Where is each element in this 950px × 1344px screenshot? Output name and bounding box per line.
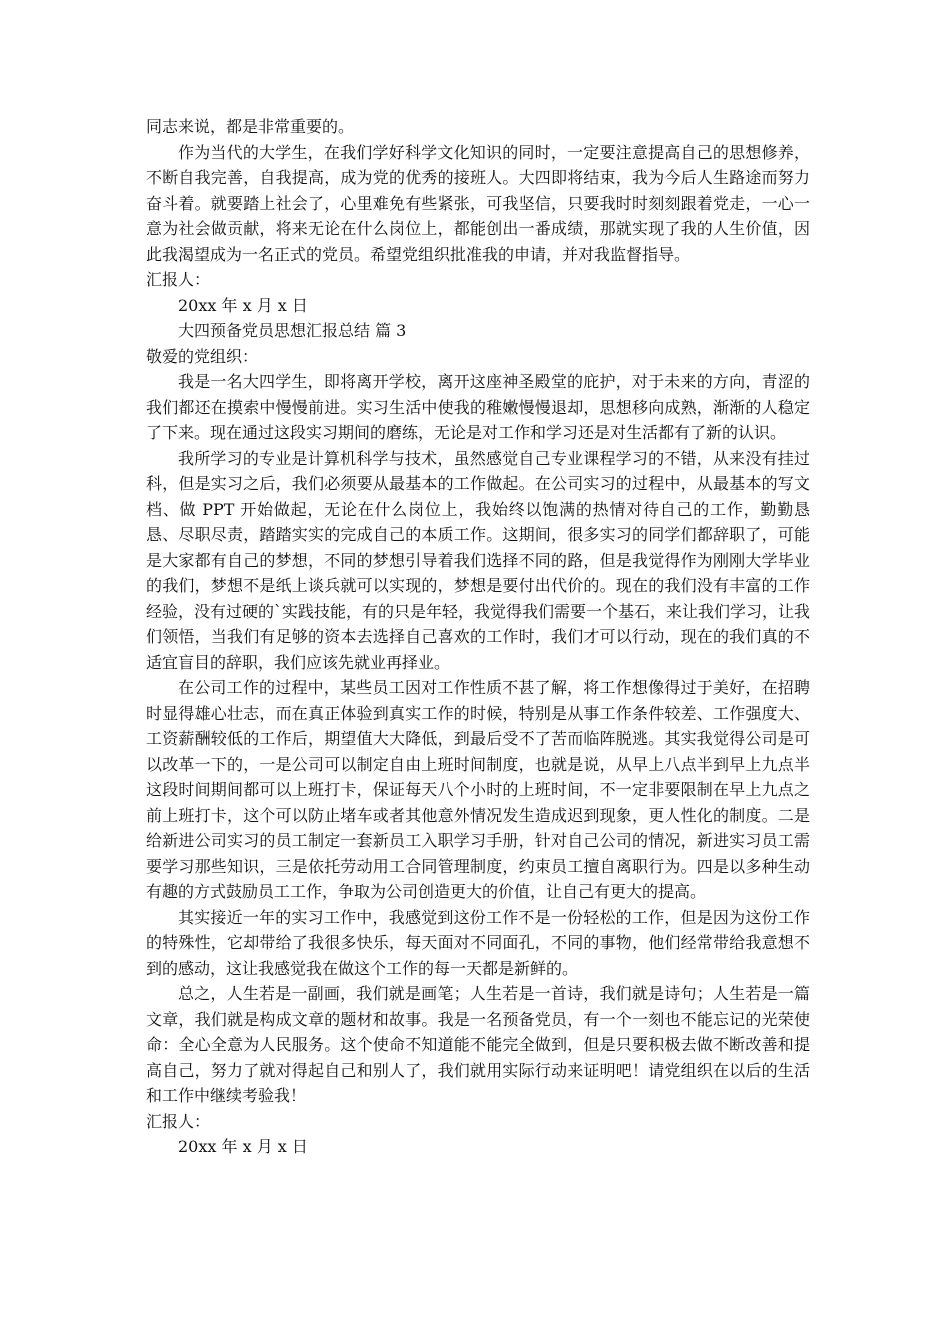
salutation: 敬爱的党组织： bbox=[146, 346, 259, 366]
paragraph-continuation: 同志来说，都是非常重要的。 bbox=[146, 117, 355, 136]
section-title: 大四预备党员思想汇报总结 篇 3 bbox=[178, 321, 407, 340]
paragraph-conclusion: 总之，人生若是一副画，我们就是画笔；人生若是一首诗，我们就是诗句；人生若是一篇文章，我们就是构成文章的题材和故事。我是一名预备党员，有一个一刻也不能忘记的光荣使命：全心全意为人民服务。这个使命不知道能不能完全做到，但是只要积极去做不断改善和提高自己，努力了就对得起自己和别人了，我们就用实际行动来证明吧！请党组织在以后的生活和工作中继续考验我！ bbox=[146, 984, 810, 1105]
reporter-label: 汇报人： bbox=[146, 270, 211, 289]
reporter-label-2: 汇报人： bbox=[146, 1111, 211, 1131]
document-body bbox=[146, 114, 810, 1160]
report-date: 20xx 年 x 月 x 日 bbox=[178, 295, 308, 315]
report-date-2: 20xx 年 x 月 x 日 bbox=[178, 1137, 308, 1156]
paragraph-company: 在公司工作的过程中，某些员工因对工作性质不甚了解，将工作想像得过于美好，在招聘时显得雄心壮志，而在真正体验到真实工作的时候，特别是从事工作条件较差、工作强度大、工资薪酬较低的工作后，期望值大大降低，到最后受不了苦而临阵脱逃。其实我觉得公司是可以改革一下的，一是公司可以制定自由上班时间制度，也就是说，从早上八点半到早上九点半这段时间期间都可以上班打卡，保证每天八个小时的上班时间，不一定非要限制在早上九点之前上班打卡，这个可以防止堵车或者其他意外情况发生造成迟到现象，更人性化的制度。二是给新进公司实习的员工制定一套新员工入职学习手册，针对自己公司的情况，新进实习员工需要学习那些知识，三是依托劳动用工合同管理制度，约束员工擅自离职行为。四是以多种生动有趣的方式鼓励员工工作，争取为公司创造更大的价值，让自己有更大的提高。 bbox=[146, 678, 810, 901]
paragraph-intro: 我是一名大四学生，即将离开学校，离开这座神圣殿堂的庇护，对于未来的方向，青涩的我们都还在摸索中慢慢前进。实习生活中使我的稚嫩慢慢退却，思想移向成熟，渐渐的人稳定了下来。现在通过这段实习期间的磨练，无论是对工作和学习还是对生活都有了新的认识。 bbox=[146, 372, 810, 442]
paragraph-experience: 其实接近一年的实习工作中，我感觉到这份工作不是一份轻松的工作，但是因为这份工作的特殊性，它却带给了我很多快乐，每天面对不同面孔，不同的事物，他们经常带给我意想不到的感动，这让我感觉我在做这个工作的每一天都是新鲜的。 bbox=[146, 907, 810, 978]
paragraph-aspiration: 作为当代的大学生，在我们学好科学文化知识的同时，一定要注意提高自己的思想修养，不断自我完善，自我提高，成为党的优秀的接班人。大四即将结束，我为今后人生路途而努力奋斗着。就要踏上社会了，心里难免有些紧张，可我坚信，只要我时时刻刻跟着党走，一心一意为社会做贡献，将来无论在什么岗位上，都能创出一番成绩，那就实现了我的人生价值，因此我渴望成为一名正式的党员。希望党组织批准我的申请，并对我监督指导。 bbox=[146, 142, 810, 264]
paragraph-major: 我所学习的专业是计算机科学与技术，虽然感觉自己专业课程学习的不错，从来没有挂过科，但是实习之后，我们必须要从最基本的工作做起。在公司实习的过程中，从最基本的写文档、做 PPT 开始做起，无论在什么岗位上，我始终以饱满的热情对待自己的工作，勤勤恳恳、尽职尽责，踏踏实实的完成自己的本质工作。这期间，很多实习的同学们都辞职了，可能是大家都有自己的梦想，不同的梦想引导着我们选择不同的路，但是我觉得作为刚刚大学毕业的我们，梦想不是纸上谈兵就可以实现的，梦想是要付出代价的。现在的我们没有丰富的工作经验，没有过硬的`实践技能，有的只是年轻，我觉得我们需要一个基石，来让我们学习，让我们领悟，当我们有足够的资本去选择自己喜欢的工作时，我们才可以行动，现在的我们真的不适宜盲目的辞职，我们应该先就业再择业。 bbox=[146, 448, 811, 672]
